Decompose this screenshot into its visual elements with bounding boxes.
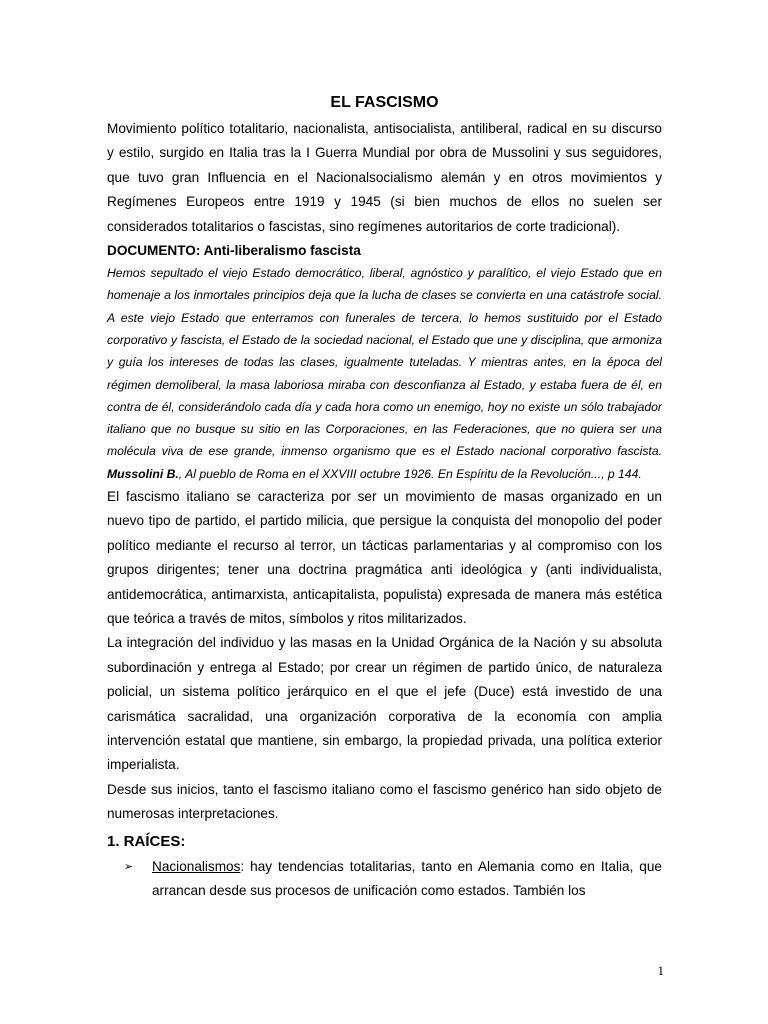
quote-source: , Al pueblo de Roma en el XXVIII octubre 1926. En Espíritu de la Revolución..., p 144. xyxy=(178,466,642,481)
page-number: 1 xyxy=(657,963,664,978)
intro-paragraph: Movimiento político totalitario, nacionalista, antisocialista, antiliberal, radical en su discurso y estilo, surgido en Italia tras la I Guerra Mundial por obra de Mussolini y sus seguidores, que tuvo gran Influencia en el Nacionalsocialismo alemán y en otros movimientos y Regímenes Europeos entre 1919 y 1945 (si bien muchos de ellos no suelen ser considerados totalitarios o fascistas, sino regímenes autoritarios de corte tradicional). xyxy=(107,121,662,234)
paragraph-2: La integración del individuo y las masas en la Unidad Orgánica de la Nación y su absoluta subordinación y entrega al Estado; por crear un régimen de partido único, de naturaleza policial, un sistema político jerárquico en el que el jefe (Duce) está investido de una carismática sacralidad, una organización corporativa de la economía con amplia intervención estatal que mantiene, sin embargo, la propiedad privada, una política exterior imperialista. xyxy=(107,635,662,773)
document-title: EL FASCISMO xyxy=(330,94,439,111)
document-content xyxy=(107,93,662,904)
paragraph-1: El fascismo italiano se caracteriza por ser un movimiento de masas organizado en un nuevo tipo de partido, el partido milicia, que persigue la conquista del monopolio del poder político mediante el recurso al terror, un tácticas parlamentarias y al compromiso con los grupos dirigentes; tener una doctrina pragmática anti ideológica y (anti individualista, antidemocrática, antimarxista, anticapitalista, populista) expresada de manera más estética que teórica a través de mitos, símbolos y ritos militarizados. xyxy=(107,489,662,627)
bullet-item xyxy=(107,855,662,904)
arrow-bullet-icon: ➢ xyxy=(124,860,134,873)
section-heading: 1. RAÍCES: xyxy=(107,832,186,850)
document-heading: DOCUMENTO: Anti-liberalismo fascista xyxy=(107,243,361,259)
bullet-text: : hay tendencias totalitarias, tanto en Alemania como en Italia, que arrancan desde sus procesos de unificación como estados. También los xyxy=(152,858,662,899)
quote-author: Mussolini B. xyxy=(107,466,179,481)
quote-paragraph xyxy=(107,262,662,485)
bullet-label: Nacionalismos xyxy=(152,858,241,874)
paragraph-3: Desde sus inicios, tanto el fascismo italiano como el fascismo genérico han sido objeto de numerosas interpretaciones. xyxy=(107,781,662,822)
quote-text: Hemos sepultado el viejo Estado democrático, liberal, agnóstico y paralítico, el viejo Estado que en homenaje a los inmortales principios deja que la lucha de clases se convierta en una catástrofe social. A este viejo Estado que enterramos con funerales de tercera, lo hemos sustituido por el Estado corporativo y fascista, el Estado de la sociedad nacional, el Estado que une y disciplina, que armoniza y guía los intereses de todas las clases, igualmente tuteladas. Y mientras antes, en la época del régimen demoliberal, la masa laboriosa miraba con desconfianza al Estado, y estaba fuera de él, en contra de él, considerándolo cada día y cada hora como un enemigo, hoy no existe un sólo trabajador italiano que no busque su sitio en las Corporaciones, en las Federaciones, que no quiera ser una molécula viva de ese grande, inmenso organismo que es el Estado nacional corporativo fascista. xyxy=(107,266,662,459)
